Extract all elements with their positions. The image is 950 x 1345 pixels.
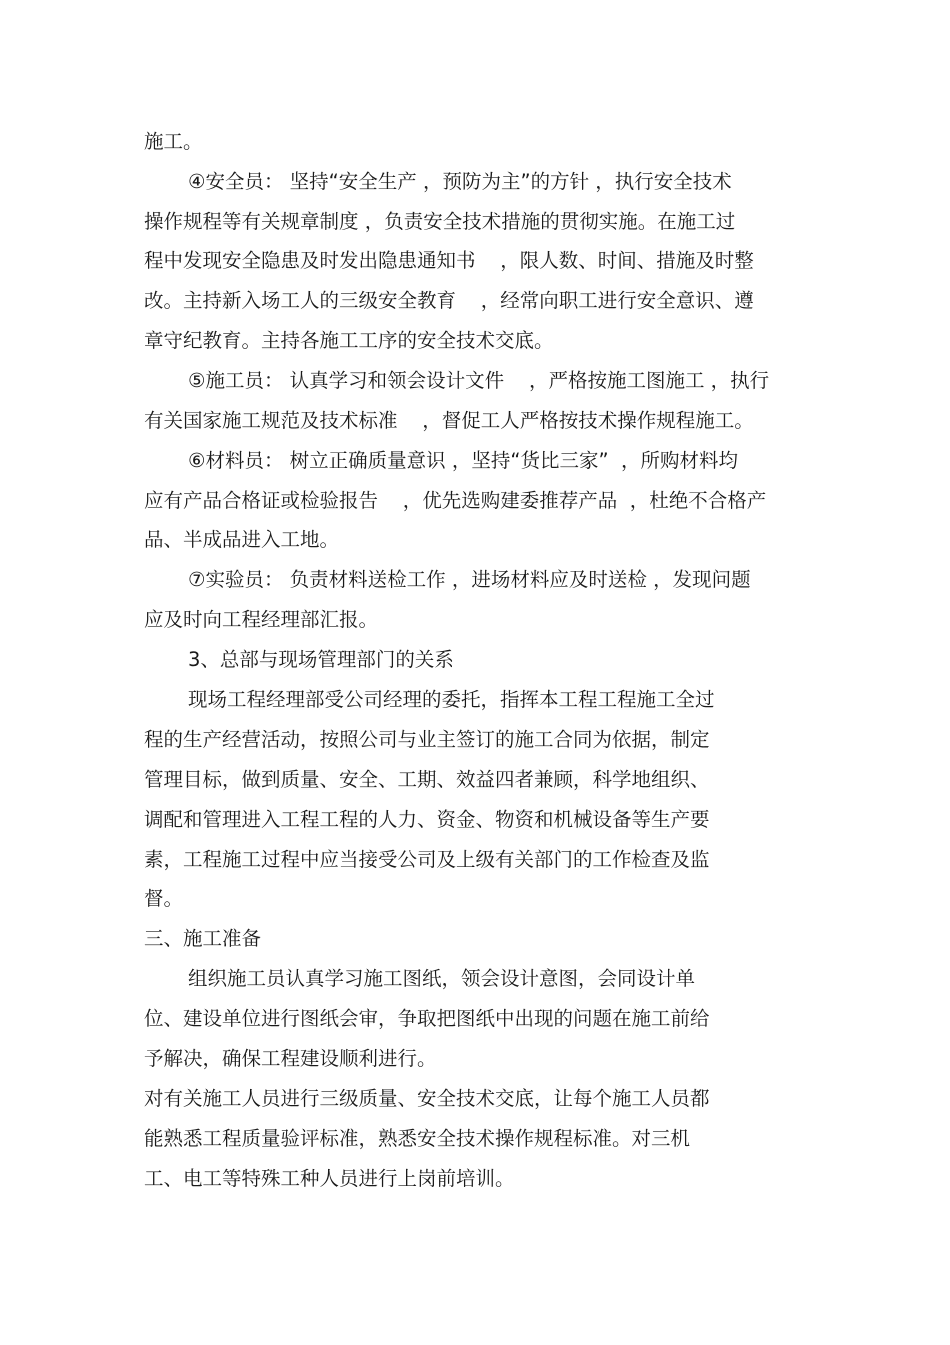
text-line: 操作规程等有关规章制度 ，负责安全技术措施的贯彻实施。在施工过 [144,210,736,233]
text-line: ④安全员： 坚持“安全生产 ，预防为主”的方针 ，执行安全技术 [188,170,732,193]
text-line: 素，工程施工过程中应当接受公司及上级有关部门的工作检查及监 [144,848,710,871]
text-line: ⑦实验员： 负责材料送检工作 ，进场材料应及时送检 ，发现问题 [188,568,751,591]
section-heading: 三、施工准备 [144,927,262,950]
text-line: 施工。 [144,130,203,153]
text-line: 应及时向工程经理部汇报。 [144,608,379,631]
text-line: 工、电工等特殊工种人员进行上岗前培训。 [144,1167,515,1190]
text-line: 章守纪教育。主持各施工工序的安全技术交底。 [144,329,554,352]
text-line: 调配和管理进入工程工程的人力、资金、物资和机械设备等生产要 [144,808,710,831]
text-line: 程的生产经营活动，按照公司与业主签订的施工合同为依据，制定 [144,728,710,751]
text-line: 予解决，确保工程建设顺利进行。 [144,1047,437,1070]
text-line: 应有产品合格证或检验报告 ，优先选购建委推荐产品 ，杜绝不合格产 [144,489,767,512]
text-line: ⑤施工员： 认真学习和领会设计文件 ，严格按施工图施工 ，执行 [188,369,770,392]
text-line: 现场工程经理部受公司经理的委托，指挥本工程工程施工全过 [188,688,715,711]
text-line: 能熟悉工程质量验评标准，熟悉安全技术操作规程标准。对三机 [144,1127,691,1150]
text-line: 组织施工员认真学习施工图纸，领会设计意图，会同设计单 [188,967,696,990]
text-line: 改。主持新入场工人的三级安全教育 ，经常向职工进行安全意识、遵 [144,289,754,312]
text-line: 程中发现安全隐患及时发出隐患通知书 ，限人数、时间、措施及时整 [144,249,754,272]
text-line: 品、半成品进入工地。 [144,528,340,551]
text-line: ⑥材料员： 树立正确质量意识 ，坚持“货比三家” ，所购材料均 [188,449,738,472]
section-heading: 3、总部与现场管理部门的关系 [188,648,454,671]
text-line: 对有关施工人员进行三级质量、安全技术交底，让每个施工人员都 [144,1087,710,1110]
text-line: 督。 [144,887,184,910]
text-line: 管理目标，做到质量、安全、工期、效益四者兼顾，科学地组织、 [144,768,710,791]
text-line: 有关国家施工规范及技术标准 ，督促工人严格按技术操作规程施工。 [144,409,754,432]
text-line: 位、建设单位进行图纸会审，争取把图纸中出现的问题在施工前给 [144,1007,710,1030]
